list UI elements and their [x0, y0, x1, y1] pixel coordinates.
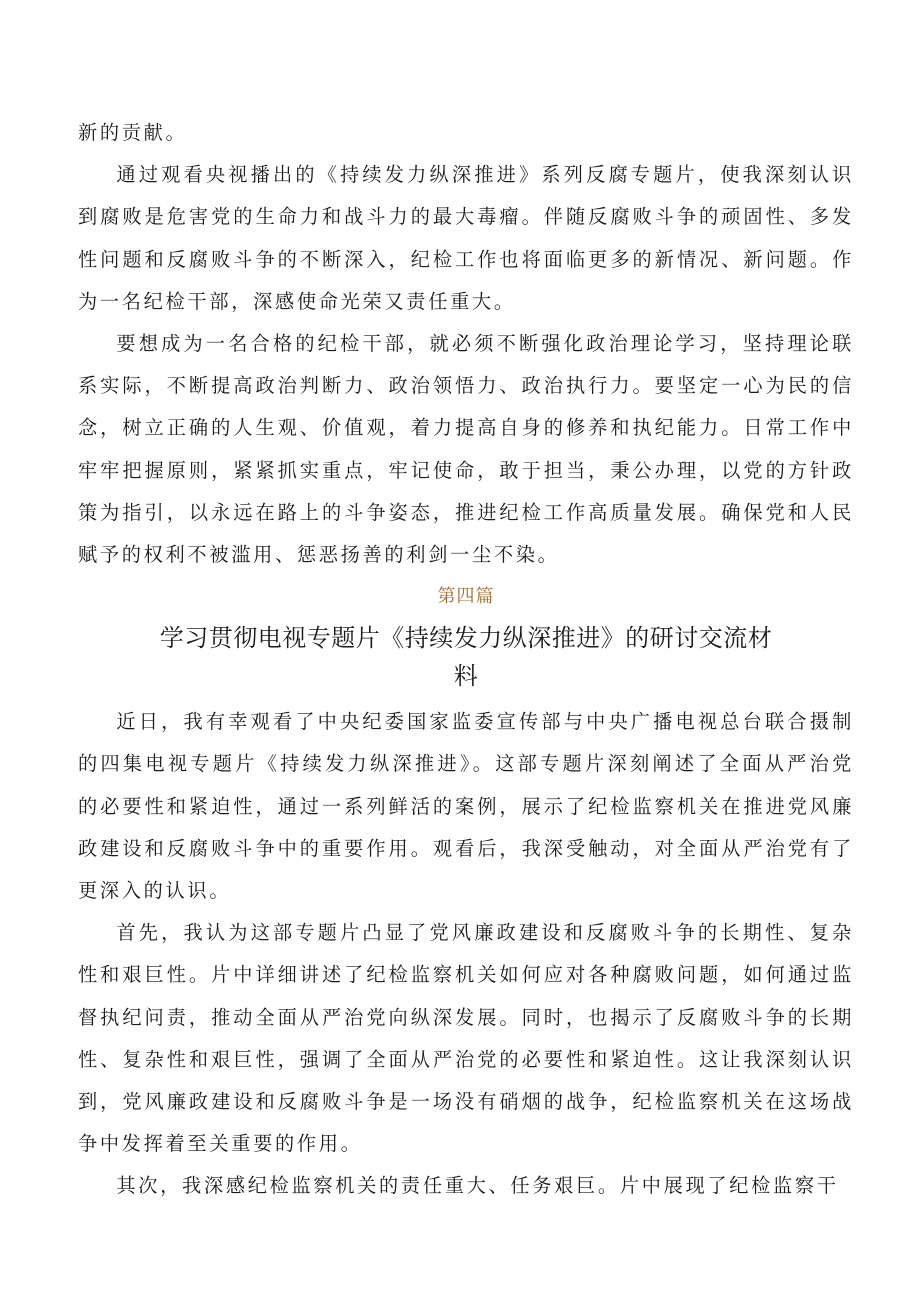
paragraph-first-point: 首先，我认为这部专题片凸显了党风廉政建设和反腐败斗争的长期性、复杂性和艰巨性。片中详细讲述了纪检监察机关如何应对各种腐败问题，如何通过监督执纪问责，推动全面从严治党向纵深发展。同时，也揭示了反腐败斗争的长期性、复杂性和艰巨性，强调了全面从严治党的必要性和紧迫性。这让我深刻认识到，党风廉政建设和反腐败斗争是一场没有硝烟的战争，纪检监察机关在这场战争中发挥着至关重要的作用。 — [78, 921, 854, 1156]
paragraph-qualified-cadre: 要想成为一名合格的纪检干部，就必须不断强化政治理论学习，坚持理论联系实际，不断提高政治判断力、政治领悟力、政治执行力。要坚定一心为民的信念，树立正确的人生观、价值观，着力提高自身的修养和执纪能力。日常工作中牢牢把握原则，紧紧抓实重点，牢记使命，敢于担当，秉公办理，以党的方针政策为指引，以永远在路上的斗争姿态，推进纪检工作高质量发展。确保党和人民赋予的权利不被滥用、惩恶扬善的利剑一尘不染。 — [78, 332, 854, 567]
paragraph-continuation: 新的贡献。 — [78, 121, 188, 144]
document-page — [78, 112, 854, 1208]
section-title: 学习贯彻电视专题片《持续发力纵深推进》的研讨交流材料 — [159, 624, 773, 691]
paragraph-second-point: 其次，我深感纪检监察机关的责任重大、任务艰巨。片中展现了纪检监察干 — [116, 1174, 839, 1198]
section-label: 第四篇 — [437, 586, 495, 608]
paragraph-watching-series: 通过观看央视播出的《持续发力纵深推进》系列反腐专题片，使我深刻认识到腐败是危害党的生命力和战斗力的最大毒瘤。伴随反腐败斗争的顽固性、多发性问题和反腐败斗争的不断深入，纪检工作也将面临更多的新情况、新问题。作为一名纪检干部，深感使命光荣又责任重大。 — [78, 163, 854, 313]
paragraph-introduction: 近日，我有幸观看了中央纪委国家监委宣传部与中央广播电视总台联合摄制的四集电视专题片《持续发力纵深推进》。这部专题片深刻阐述了全面从严治党的必要性和紧迫性，通过一系列鲜活的案例，展示了纪检监察机关在推进党风廉政建设和反腐败斗争中的重要作用。观看后，我深受触动，对全面从严治党有了更深入的认识。 — [78, 710, 854, 903]
